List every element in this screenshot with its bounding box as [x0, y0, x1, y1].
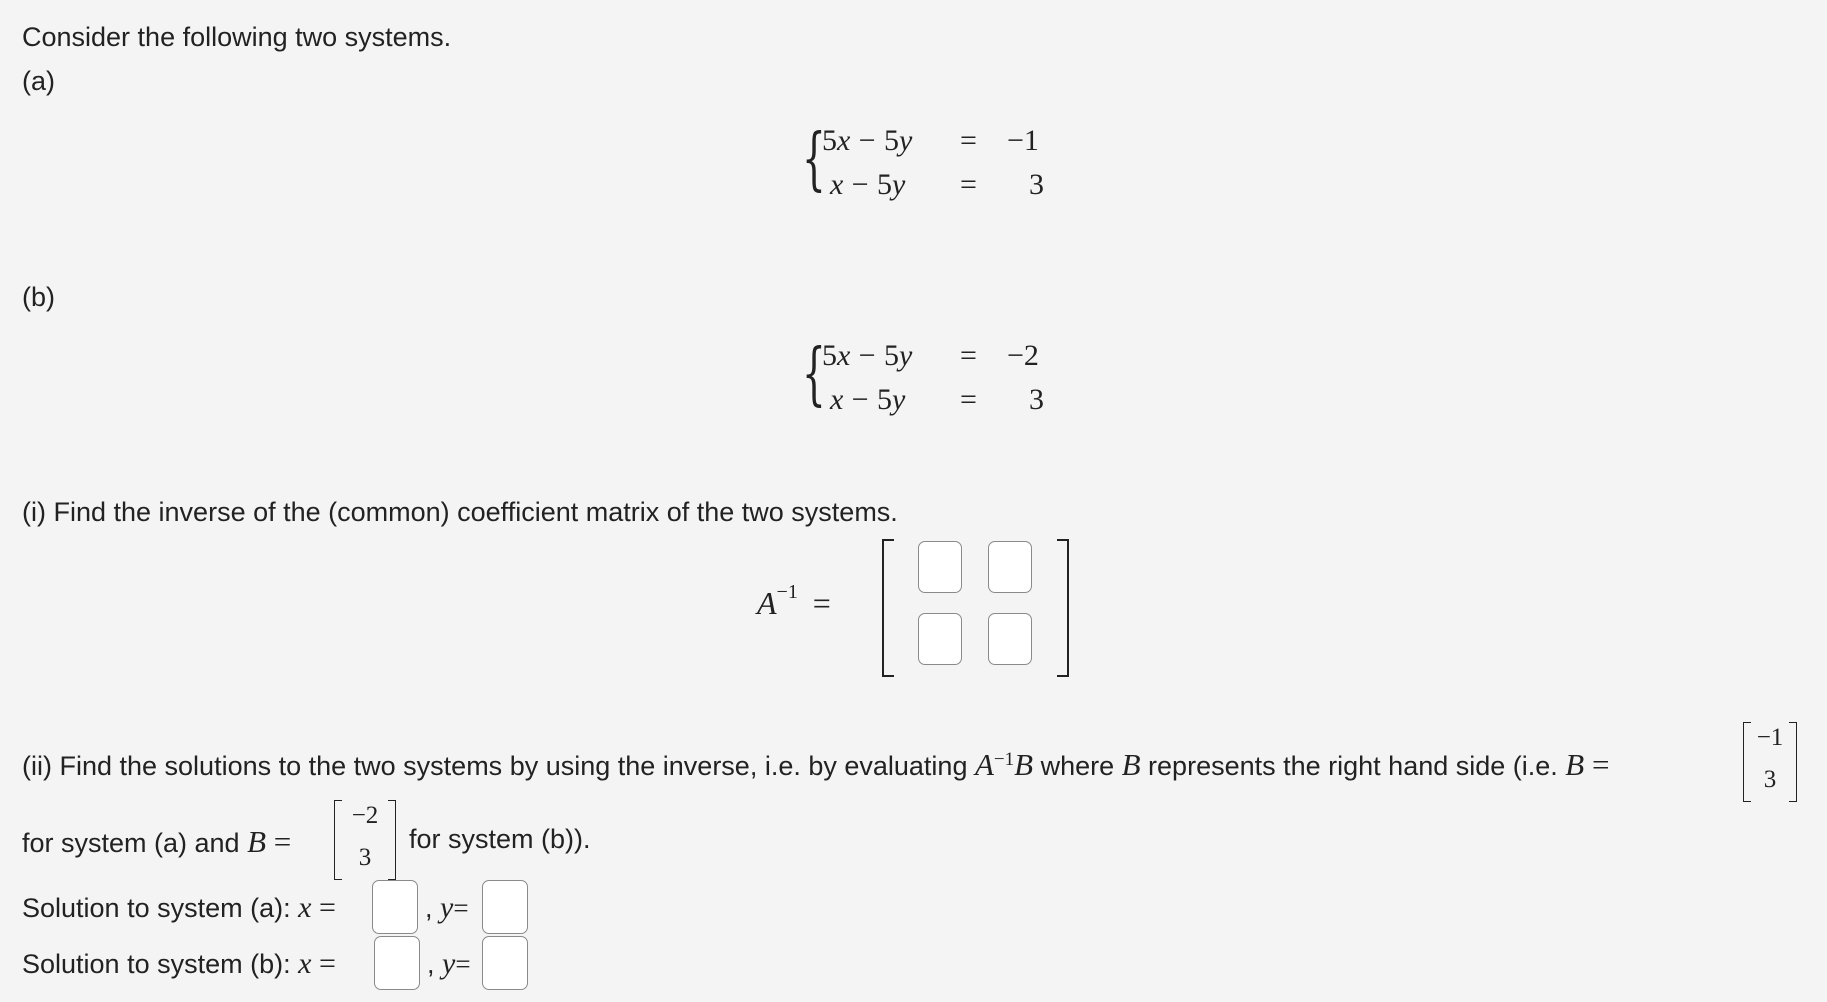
part-b-label: (b) — [22, 282, 55, 312]
brace-a: { — [802, 120, 826, 199]
part-a-label: (a) — [22, 66, 55, 96]
inverse-lhs: $A^{-1}$ = — [757, 581, 831, 621]
inverse-entry-12[interactable] — [988, 541, 1032, 593]
part-ii-question: (ii) Find the solutions to the two systems by using the inverse, i.e. by evaluating $A^{-1}B$ where B represents the right hand side (i.e. B = — [22, 747, 1610, 782]
inverse-entry-21[interactable] — [918, 613, 962, 665]
system-b-rhs-1: −2 — [1007, 339, 1039, 372]
solution-b-row: Solution to system (b): x = — [22, 947, 336, 980]
vector-b-entry-2: 3 — [358, 844, 372, 871]
inverse-entry-11[interactable] — [918, 541, 962, 593]
brace-b: { — [802, 335, 826, 414]
part-ii-line2: for system (a) and B = — [22, 824, 292, 859]
system-a-rhs-2: 3 — [1029, 168, 1044, 201]
solution-a-row: Solution to system (a): x = — [22, 891, 336, 924]
solution-a-x-input[interactable] — [372, 880, 418, 934]
vector-b-system-a — [1743, 722, 1797, 802]
solution-b-x-input[interactable] — [374, 936, 420, 990]
system-a-rhs-1: −1 — [1007, 124, 1039, 157]
system-b-rhs-2: 3 — [1029, 383, 1044, 416]
vector-a-entry-2: 3 — [1763, 766, 1777, 793]
vector-a-entry-1: −1 — [1756, 724, 1784, 751]
solution-b-y-label: , y= — [427, 947, 471, 980]
system-b: { 5x − 5y = −2 x − 5y = 3 — [802, 337, 1102, 437]
intro-text: Consider the following two systems. — [22, 22, 452, 52]
solution-b-y-input[interactable] — [482, 936, 528, 990]
solution-a-y-label: , y= — [425, 891, 469, 924]
vector-b-system-b — [334, 800, 396, 880]
part-i-question: (i) Find the inverse of the (common) coefficient matrix of the two systems. — [22, 497, 898, 527]
matrix-left-bracket — [882, 539, 894, 677]
solution-a-y-input[interactable] — [482, 880, 528, 934]
system-a: { 5x − 5y = −1 x − 5y = 3 — [802, 122, 1102, 222]
matrix-right-bracket — [1057, 539, 1069, 677]
vector-b-entry-1: −2 — [351, 802, 379, 829]
inverse-entry-22[interactable] — [988, 613, 1032, 665]
part-ii-line2-end: for system (b)). — [409, 824, 591, 854]
